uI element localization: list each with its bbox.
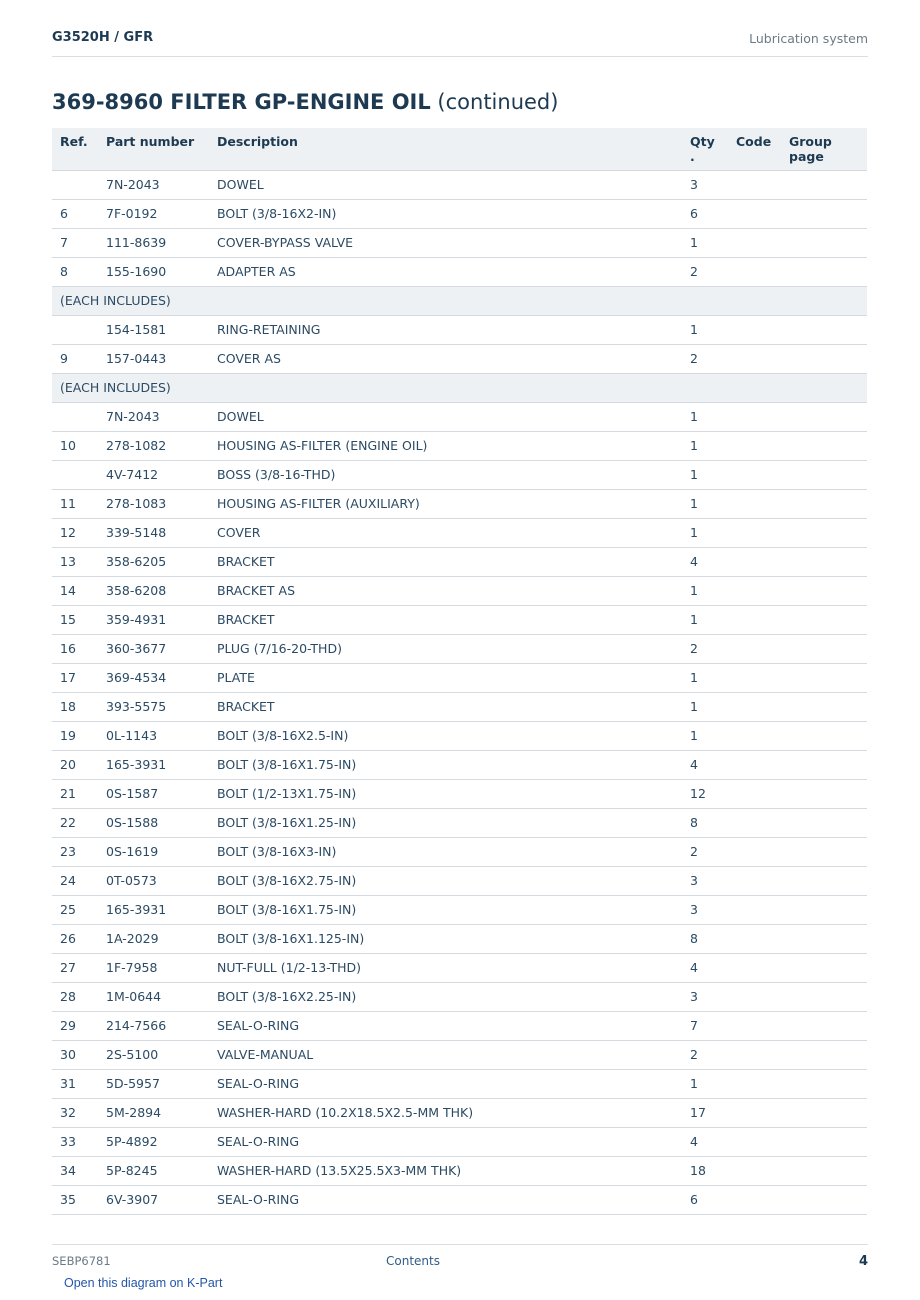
table-row bbox=[52, 750, 867, 779]
cell-ref: 6 bbox=[52, 199, 98, 228]
cell-part-number: 1F-7958 bbox=[98, 953, 209, 982]
cell-ref: 18 bbox=[52, 692, 98, 721]
table-row bbox=[52, 1069, 867, 1098]
cell-group-page bbox=[781, 547, 867, 576]
cell-description: ADAPTER AS bbox=[209, 257, 682, 286]
cell-ref: 35 bbox=[52, 1185, 98, 1214]
cell-code bbox=[728, 663, 781, 692]
cell-description: DOWEL bbox=[209, 170, 682, 199]
cell-part-number: 1M-0644 bbox=[98, 982, 209, 1011]
cell-qty: 1 bbox=[682, 402, 728, 431]
cell-qty: 17 bbox=[682, 1098, 728, 1127]
cell-code bbox=[728, 924, 781, 953]
cell-group-page bbox=[781, 489, 867, 518]
table-row bbox=[52, 228, 867, 257]
cell-part-number: 393-5575 bbox=[98, 692, 209, 721]
cell-qty: 4 bbox=[682, 750, 728, 779]
col-qty: Qty . bbox=[682, 128, 728, 170]
cell-code bbox=[728, 257, 781, 286]
contents-link[interactable]: Contents bbox=[386, 1254, 440, 1268]
cell-group-page bbox=[781, 1127, 867, 1156]
cell-description: RING-RETAINING bbox=[209, 315, 682, 344]
table-row bbox=[52, 808, 867, 837]
parts-table bbox=[52, 128, 867, 1215]
table-row bbox=[52, 605, 867, 634]
table-row bbox=[52, 460, 867, 489]
cell-description: PLUG (7/16-20-THD) bbox=[209, 634, 682, 663]
cell-ref: 25 bbox=[52, 895, 98, 924]
cell-group-page bbox=[781, 315, 867, 344]
cell-code bbox=[728, 1098, 781, 1127]
cell-group-page bbox=[781, 199, 867, 228]
cell-code bbox=[728, 344, 781, 373]
col-ref: Ref. bbox=[52, 128, 98, 170]
cell-description: COVER-BYPASS VALVE bbox=[209, 228, 682, 257]
cell-description: BRACKET AS bbox=[209, 576, 682, 605]
cell-group-page bbox=[781, 402, 867, 431]
cell-group-page bbox=[781, 518, 867, 547]
cell-code bbox=[728, 199, 781, 228]
cell-code bbox=[728, 634, 781, 663]
table-row bbox=[52, 924, 867, 953]
cell-qty: 1 bbox=[682, 315, 728, 344]
table-row bbox=[52, 170, 867, 199]
cell-part-number: 0S-1587 bbox=[98, 779, 209, 808]
cell-code bbox=[728, 779, 781, 808]
cell-description: HOUSING AS-FILTER (ENGINE OIL) bbox=[209, 431, 682, 460]
cell-part-number: 358-6208 bbox=[98, 576, 209, 605]
cell-part-number: 5P-8245 bbox=[98, 1156, 209, 1185]
cell-code bbox=[728, 489, 781, 518]
cell-description: BOLT (3/8-16X2.5-IN) bbox=[209, 721, 682, 750]
cell-ref: 10 bbox=[52, 431, 98, 460]
table-row bbox=[52, 866, 867, 895]
cell-qty: 3 bbox=[682, 895, 728, 924]
cell-code bbox=[728, 547, 781, 576]
cell-ref bbox=[52, 460, 98, 489]
cell-group-page bbox=[781, 866, 867, 895]
table-row bbox=[52, 634, 867, 663]
group-label: (EACH INCLUDES) bbox=[52, 286, 867, 315]
cell-code bbox=[728, 750, 781, 779]
cell-group-page bbox=[781, 1156, 867, 1185]
cell-description: BOLT (3/8-16X1.125-IN) bbox=[209, 924, 682, 953]
cell-qty: 4 bbox=[682, 1127, 728, 1156]
model-label: G3520H / GFR bbox=[52, 30, 154, 45]
table-row bbox=[52, 547, 867, 576]
cell-description: HOUSING AS-FILTER (AUXILIARY) bbox=[209, 489, 682, 518]
table-row bbox=[52, 779, 867, 808]
cell-qty: 1 bbox=[682, 692, 728, 721]
cell-qty: 6 bbox=[682, 199, 728, 228]
cell-group-page bbox=[781, 692, 867, 721]
cell-code bbox=[728, 228, 781, 257]
cell-ref: 24 bbox=[52, 866, 98, 895]
kpart-diagram-link[interactable]: Open this diagram on K-Part bbox=[64, 1276, 223, 1290]
cell-group-page bbox=[781, 953, 867, 982]
cell-group-page bbox=[781, 576, 867, 605]
cell-qty: 1 bbox=[682, 663, 728, 692]
table-row bbox=[52, 315, 867, 344]
cell-code bbox=[728, 953, 781, 982]
table-row bbox=[52, 402, 867, 431]
cell-ref: 19 bbox=[52, 721, 98, 750]
cell-part-number: 5D-5957 bbox=[98, 1069, 209, 1098]
table-row bbox=[52, 257, 867, 286]
cell-group-page bbox=[781, 808, 867, 837]
cell-group-page bbox=[781, 721, 867, 750]
cell-part-number: 278-1083 bbox=[98, 489, 209, 518]
cell-description: BOSS (3/8-16-THD) bbox=[209, 460, 682, 489]
cell-description: BOLT (3/8-16X3-IN) bbox=[209, 837, 682, 866]
cell-description: SEAL-O-RING bbox=[209, 1127, 682, 1156]
cell-group-page bbox=[781, 924, 867, 953]
cell-group-page bbox=[781, 344, 867, 373]
table-row bbox=[52, 431, 867, 460]
cell-qty: 1 bbox=[682, 605, 728, 634]
cell-description: COVER bbox=[209, 518, 682, 547]
cell-ref: 12 bbox=[52, 518, 98, 547]
cell-description: SEAL-O-RING bbox=[209, 1011, 682, 1040]
cell-qty: 1 bbox=[682, 576, 728, 605]
cell-ref: 14 bbox=[52, 576, 98, 605]
cell-ref: 26 bbox=[52, 924, 98, 953]
cell-ref bbox=[52, 315, 98, 344]
cell-description: SEAL-O-RING bbox=[209, 1185, 682, 1214]
cell-qty: 1 bbox=[682, 489, 728, 518]
cell-code bbox=[728, 692, 781, 721]
cell-group-page bbox=[781, 895, 867, 924]
cell-part-number: 358-6205 bbox=[98, 547, 209, 576]
cell-code bbox=[728, 1011, 781, 1040]
table-row bbox=[52, 1185, 867, 1214]
cell-qty: 18 bbox=[682, 1156, 728, 1185]
cell-description: WASHER-HARD (13.5X25.5X3-MM THK) bbox=[209, 1156, 682, 1185]
cell-qty: 1 bbox=[682, 1069, 728, 1098]
cell-group-page bbox=[781, 837, 867, 866]
page-title bbox=[52, 90, 558, 114]
cell-group-page bbox=[781, 1011, 867, 1040]
cell-description: NUT-FULL (1/2-13-THD) bbox=[209, 953, 682, 982]
cell-qty: 6 bbox=[682, 1185, 728, 1214]
table-row bbox=[52, 344, 867, 373]
cell-description: BRACKET bbox=[209, 547, 682, 576]
cell-part-number: 0L-1143 bbox=[98, 721, 209, 750]
cell-ref: 11 bbox=[52, 489, 98, 518]
table-row bbox=[52, 721, 867, 750]
title-main: 369-8960 FILTER GP-ENGINE OIL bbox=[52, 90, 431, 114]
cell-group-page bbox=[781, 1069, 867, 1098]
cell-group-page bbox=[781, 1040, 867, 1069]
col-group-page: Group page bbox=[781, 128, 867, 170]
cell-description: DOWEL bbox=[209, 402, 682, 431]
cell-qty: 8 bbox=[682, 924, 728, 953]
cell-ref bbox=[52, 170, 98, 199]
cell-part-number: 7N-2043 bbox=[98, 402, 209, 431]
cell-code bbox=[728, 170, 781, 199]
cell-ref: 13 bbox=[52, 547, 98, 576]
cell-ref bbox=[52, 402, 98, 431]
cell-code bbox=[728, 1040, 781, 1069]
cell-description: BOLT (3/8-16X2.25-IN) bbox=[209, 982, 682, 1011]
table-row bbox=[52, 1156, 867, 1185]
section-label: Lubrication system bbox=[749, 31, 868, 46]
cell-code bbox=[728, 402, 781, 431]
cell-part-number: 278-1082 bbox=[98, 431, 209, 460]
cell-qty: 1 bbox=[682, 460, 728, 489]
cell-description: BOLT (3/8-16X2.75-IN) bbox=[209, 866, 682, 895]
cell-part-number: 7F-0192 bbox=[98, 199, 209, 228]
cell-description: COVER AS bbox=[209, 344, 682, 373]
table-header-row bbox=[52, 128, 867, 170]
cell-group-page bbox=[781, 228, 867, 257]
cell-ref: 16 bbox=[52, 634, 98, 663]
cell-ref: 21 bbox=[52, 779, 98, 808]
cell-part-number: 165-3931 bbox=[98, 895, 209, 924]
cell-group-page bbox=[781, 663, 867, 692]
cell-ref: 22 bbox=[52, 808, 98, 837]
group-row bbox=[52, 373, 867, 402]
cell-part-number: 339-5148 bbox=[98, 518, 209, 547]
cell-part-number: 1A-2029 bbox=[98, 924, 209, 953]
table-row bbox=[52, 692, 867, 721]
cell-part-number: 157-0443 bbox=[98, 344, 209, 373]
cell-part-number: 5P-4892 bbox=[98, 1127, 209, 1156]
cell-description: BOLT (3/8-16X1.75-IN) bbox=[209, 750, 682, 779]
cell-part-number: 214-7566 bbox=[98, 1011, 209, 1040]
cell-part-number: 0S-1619 bbox=[98, 837, 209, 866]
cell-code bbox=[728, 982, 781, 1011]
table-row bbox=[52, 489, 867, 518]
cell-code bbox=[728, 1185, 781, 1214]
cell-qty: 2 bbox=[682, 1040, 728, 1069]
cell-group-page bbox=[781, 257, 867, 286]
cell-part-number: 4V-7412 bbox=[98, 460, 209, 489]
cell-qty: 3 bbox=[682, 866, 728, 895]
cell-qty: 1 bbox=[682, 431, 728, 460]
cell-ref: 31 bbox=[52, 1069, 98, 1098]
cell-description: SEAL-O-RING bbox=[209, 1069, 682, 1098]
cell-ref: 34 bbox=[52, 1156, 98, 1185]
cell-ref: 15 bbox=[52, 605, 98, 634]
table-row bbox=[52, 576, 867, 605]
table-body bbox=[52, 170, 867, 1214]
page-header bbox=[52, 0, 868, 57]
cell-part-number: 0S-1588 bbox=[98, 808, 209, 837]
cell-code bbox=[728, 576, 781, 605]
table-row bbox=[52, 199, 867, 228]
cell-qty: 1 bbox=[682, 721, 728, 750]
cell-part-number: 165-3931 bbox=[98, 750, 209, 779]
cell-qty: 2 bbox=[682, 257, 728, 286]
cell-group-page bbox=[781, 982, 867, 1011]
cell-code bbox=[728, 1069, 781, 1098]
cell-qty: 8 bbox=[682, 808, 728, 837]
cell-qty: 2 bbox=[682, 634, 728, 663]
cell-group-page bbox=[781, 1098, 867, 1127]
table-row bbox=[52, 1011, 867, 1040]
cell-description: VALVE-MANUAL bbox=[209, 1040, 682, 1069]
cell-description: BOLT (1/2-13X1.75-IN) bbox=[209, 779, 682, 808]
table-row bbox=[52, 663, 867, 692]
table-row bbox=[52, 837, 867, 866]
cell-description: BRACKET bbox=[209, 605, 682, 634]
cell-ref: 17 bbox=[52, 663, 98, 692]
table-row bbox=[52, 953, 867, 982]
table-row bbox=[52, 982, 867, 1011]
cell-code bbox=[728, 837, 781, 866]
cell-qty: 4 bbox=[682, 953, 728, 982]
cell-group-page bbox=[781, 779, 867, 808]
cell-description: BRACKET bbox=[209, 692, 682, 721]
cell-part-number: 5M-2894 bbox=[98, 1098, 209, 1127]
col-code: Code bbox=[728, 128, 781, 170]
cell-group-page bbox=[781, 1185, 867, 1214]
table-row bbox=[52, 1127, 867, 1156]
cell-part-number: 155-1690 bbox=[98, 257, 209, 286]
cell-part-number: 0T-0573 bbox=[98, 866, 209, 895]
cell-description: BOLT (3/8-16X2-IN) bbox=[209, 199, 682, 228]
col-description: Description bbox=[209, 128, 682, 170]
col-part-number: Part number bbox=[98, 128, 209, 170]
cell-part-number: 369-4534 bbox=[98, 663, 209, 692]
cell-code bbox=[728, 605, 781, 634]
cell-ref: 30 bbox=[52, 1040, 98, 1069]
cell-code bbox=[728, 431, 781, 460]
cell-group-page bbox=[781, 605, 867, 634]
cell-part-number: 154-1581 bbox=[98, 315, 209, 344]
cell-group-page bbox=[781, 460, 867, 489]
cell-group-page bbox=[781, 170, 867, 199]
cell-description: WASHER-HARD (10.2X18.5X2.5-MM THK) bbox=[209, 1098, 682, 1127]
cell-qty: 12 bbox=[682, 779, 728, 808]
cell-ref: 9 bbox=[52, 344, 98, 373]
cell-part-number: 111-8639 bbox=[98, 228, 209, 257]
cell-qty: 3 bbox=[682, 170, 728, 199]
group-row bbox=[52, 286, 867, 315]
cell-part-number: 2S-5100 bbox=[98, 1040, 209, 1069]
cell-description: PLATE bbox=[209, 663, 682, 692]
cell-code bbox=[728, 315, 781, 344]
cell-ref: 33 bbox=[52, 1127, 98, 1156]
cell-ref: 32 bbox=[52, 1098, 98, 1127]
cell-code bbox=[728, 1156, 781, 1185]
doc-id: SEBP6781 bbox=[52, 1254, 111, 1268]
cell-part-number: 360-3677 bbox=[98, 634, 209, 663]
cell-ref: 28 bbox=[52, 982, 98, 1011]
cell-code bbox=[728, 866, 781, 895]
cell-qty: 3 bbox=[682, 982, 728, 1011]
cell-qty: 2 bbox=[682, 837, 728, 866]
cell-part-number: 6V-3907 bbox=[98, 1185, 209, 1214]
cell-qty: 4 bbox=[682, 547, 728, 576]
cell-description: BOLT (3/8-16X1.75-IN) bbox=[209, 895, 682, 924]
table-row bbox=[52, 1040, 867, 1069]
table-row bbox=[52, 518, 867, 547]
cell-code bbox=[728, 460, 781, 489]
cell-code bbox=[728, 808, 781, 837]
cell-qty: 2 bbox=[682, 344, 728, 373]
cell-group-page bbox=[781, 634, 867, 663]
page-number: 4 bbox=[858, 1254, 868, 1269]
cell-qty: 1 bbox=[682, 518, 728, 547]
cell-group-page bbox=[781, 750, 867, 779]
table-row bbox=[52, 1098, 867, 1127]
cell-ref: 23 bbox=[52, 837, 98, 866]
cell-ref: 29 bbox=[52, 1011, 98, 1040]
cell-code bbox=[728, 895, 781, 924]
page-footer bbox=[52, 1244, 868, 1275]
title-suffix: (continued) bbox=[430, 90, 559, 114]
cell-ref: 27 bbox=[52, 953, 98, 982]
cell-code bbox=[728, 721, 781, 750]
cell-code bbox=[728, 518, 781, 547]
cell-qty: 7 bbox=[682, 1011, 728, 1040]
cell-ref: 8 bbox=[52, 257, 98, 286]
cell-group-page bbox=[781, 431, 867, 460]
cell-code bbox=[728, 1127, 781, 1156]
cell-part-number: 7N-2043 bbox=[98, 170, 209, 199]
cell-ref: 7 bbox=[52, 228, 98, 257]
cell-qty: 1 bbox=[682, 228, 728, 257]
cell-part-number: 359-4931 bbox=[98, 605, 209, 634]
group-label: (EACH INCLUDES) bbox=[52, 373, 867, 402]
cell-ref: 20 bbox=[52, 750, 98, 779]
table-row bbox=[52, 895, 867, 924]
cell-description: BOLT (3/8-16X1.25-IN) bbox=[209, 808, 682, 837]
